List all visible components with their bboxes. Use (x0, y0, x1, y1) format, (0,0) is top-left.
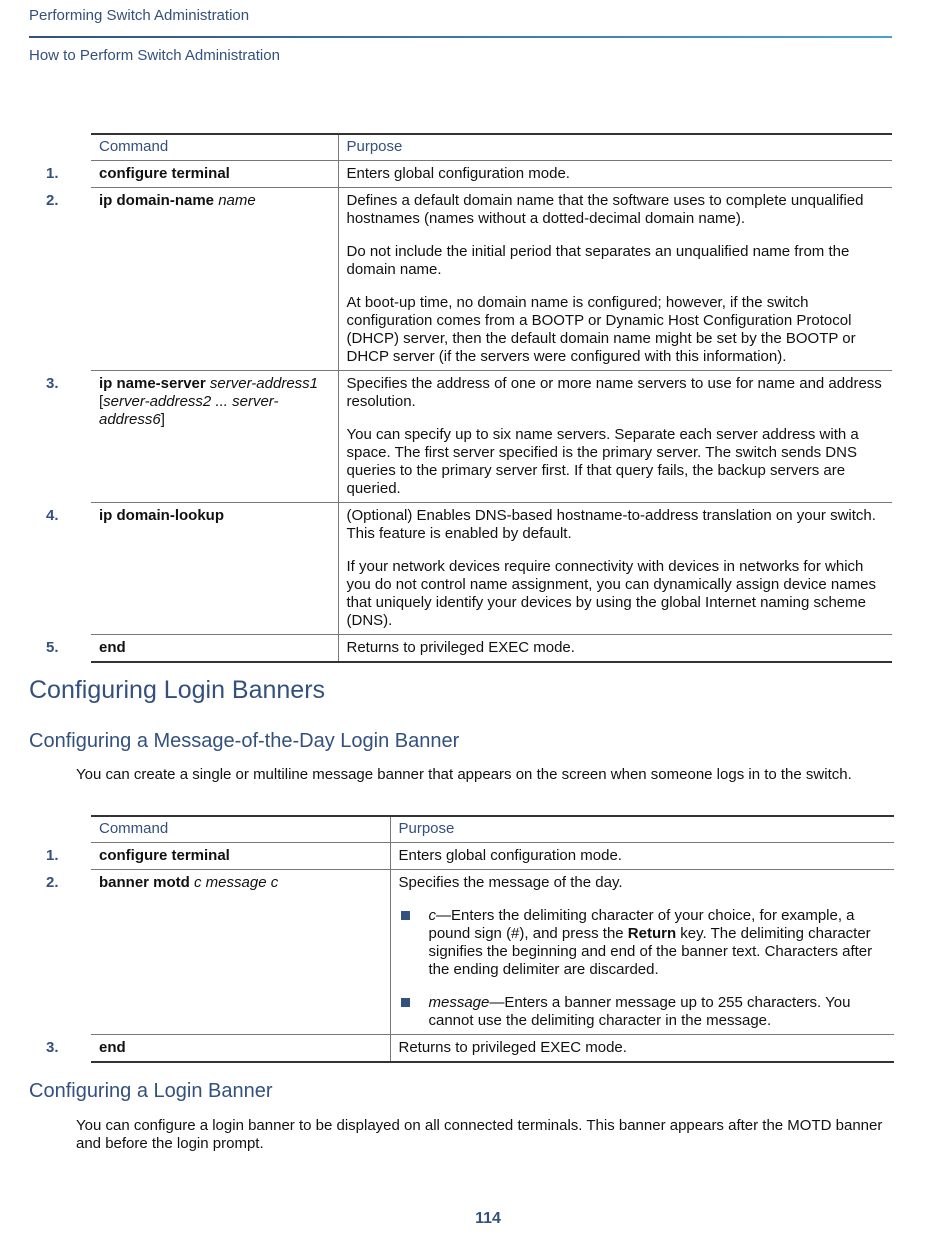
purpose-text: At boot-up time, no domain name is configured; however, if the switch configuration comes from a BOOTP or Dynamic Host Configuration Protocol (DHCP) server, then the default domain name might be set by the BOOTP or DHCP server (if the servers were configured with this information). (346, 294, 856, 365)
purpose-text: Returns to privileged EXEC mode. (398, 1039, 627, 1056)
command-argument: c message c (194, 874, 279, 891)
command-keyword: end (99, 1039, 126, 1056)
purpose-cell (338, 161, 892, 188)
column-header-purpose: Purpose (390, 816, 894, 843)
table-row (91, 843, 894, 870)
list-item (399, 994, 887, 1030)
command-keyword: ip domain-name (99, 192, 215, 209)
table-header-row (91, 134, 892, 161)
command-keyword: ip name-server (99, 375, 206, 392)
step-number: 3. (46, 375, 59, 392)
step-number: 1. (46, 847, 59, 864)
square-bullet-icon (401, 911, 410, 920)
purpose-cell (390, 843, 894, 870)
step-number: 5. (46, 639, 59, 656)
step-number: 4. (46, 507, 59, 524)
table-row (91, 635, 892, 663)
purpose-cell (338, 188, 892, 371)
purpose-cell (338, 503, 892, 635)
bullet-text: —Enters the delimiting character of your choice, for example, a pound sign (#), and press the (428, 907, 855, 942)
running-header-section: How to Perform Switch Administration (29, 47, 280, 64)
bullet-text-end: key. The delimiting character signifies the beginning and end of the banner text. Characters after the ending delimiter are discarded. (428, 925, 873, 978)
table-row (91, 503, 892, 635)
purpose-text: Enters global configuration mode. (398, 847, 622, 864)
command-keyword: banner motd (99, 874, 190, 891)
command-table-motd (46, 815, 894, 1063)
command-table-dns (46, 133, 892, 663)
table-row (91, 1035, 894, 1063)
running-header-chapter: Performing Switch Administration (29, 7, 250, 24)
purpose-text: Returns to privileged EXEC mode. (346, 639, 575, 656)
step-number: 2. (46, 192, 59, 209)
column-header-command: Command (91, 816, 390, 843)
list-item (399, 907, 887, 979)
purpose-text: Defines a default domain name that the software uses to complete unqualified hostnames (names without a dotted-decimal domain name). (346, 192, 864, 227)
subsection-heading-motd: Configuring a Message-of-the-Day Login Banner (29, 730, 460, 752)
purpose-text: Specifies the address of one or more name servers to use for name and address resolution. (346, 375, 882, 410)
bullet-term: message (428, 994, 490, 1011)
command-argument: server-address1 (209, 375, 319, 392)
command-cell (46, 843, 390, 870)
command-keyword: configure terminal (99, 165, 230, 182)
table-row (91, 870, 894, 1035)
command-argument-optional: server-address2 ... server-address6 (99, 393, 279, 428)
purpose-cell (338, 635, 892, 663)
table-row (91, 371, 892, 503)
page-number: 114 (475, 1210, 501, 1227)
subsection-heading-login: Configuring a Login Banner (29, 1080, 273, 1102)
step-number: 2. (46, 874, 59, 891)
command-argument: name (218, 192, 256, 209)
column-header-command: Command (91, 134, 338, 161)
command-cell (46, 635, 338, 663)
command-cell (46, 161, 338, 188)
column-header-purpose: Purpose (338, 134, 892, 161)
purpose-cell (338, 371, 892, 503)
command-cell (46, 371, 338, 503)
bullet-key-name: Return (627, 925, 677, 942)
purpose-cell (390, 870, 894, 1035)
purpose-text: If your network devices require connectivity with devices in networks for which you do not control name assignment, you can dynamically assign device names that uniquely identify your devices by using the global Internet naming scheme (DNS). (346, 558, 876, 629)
step-number: 1. (46, 165, 59, 182)
purpose-text: Do not include the initial period that separates an unqualified name from the domain name. (346, 243, 850, 278)
command-keyword: configure terminal (99, 847, 230, 864)
command-cell (46, 503, 338, 635)
bullet-term: c (428, 907, 436, 924)
table-row (91, 188, 892, 371)
optional-bracket-close: ] (160, 411, 165, 428)
purpose-text: (Optional) Enables DNS-based hostname-to-address translation on your switch. This feature is enabled by default. (346, 507, 876, 542)
login-intro-paragraph: You can configure a login banner to be displayed on all connected terminals. This banner appears after the MOTD banner and before the login prompt. (76, 1117, 883, 1152)
command-keyword: ip domain-lookup (99, 507, 224, 524)
square-bullet-icon (401, 998, 410, 1007)
step-number: 3. (46, 1039, 59, 1056)
header-rule (29, 36, 892, 38)
optional-bracket-open: [ (99, 393, 104, 410)
motd-intro-paragraph: You can create a single or multiline message banner that appears on the screen when someone logs in to the switch. (76, 766, 852, 783)
purpose-cell (390, 1035, 894, 1063)
section-heading: Configuring Login Banners (29, 676, 326, 704)
bullet-text: —Enters a banner message up to 255 characters. You cannot use the delimiting character in the message. (428, 994, 851, 1029)
command-keyword: end (99, 639, 126, 656)
command-cell (46, 1035, 390, 1063)
purpose-text: You can specify up to six name servers. Separate each server address with a space. The first server specified is the primary server. The switch sends DNS queries to the primary server first. If that query fails, the backup servers are queried. (346, 426, 859, 497)
command-cell (46, 188, 338, 371)
purpose-text: Specifies the message of the day. (398, 874, 623, 891)
table-header-row (91, 816, 894, 843)
table-row (91, 161, 892, 188)
command-cell (46, 870, 390, 1035)
purpose-text: Enters global configuration mode. (346, 165, 570, 182)
